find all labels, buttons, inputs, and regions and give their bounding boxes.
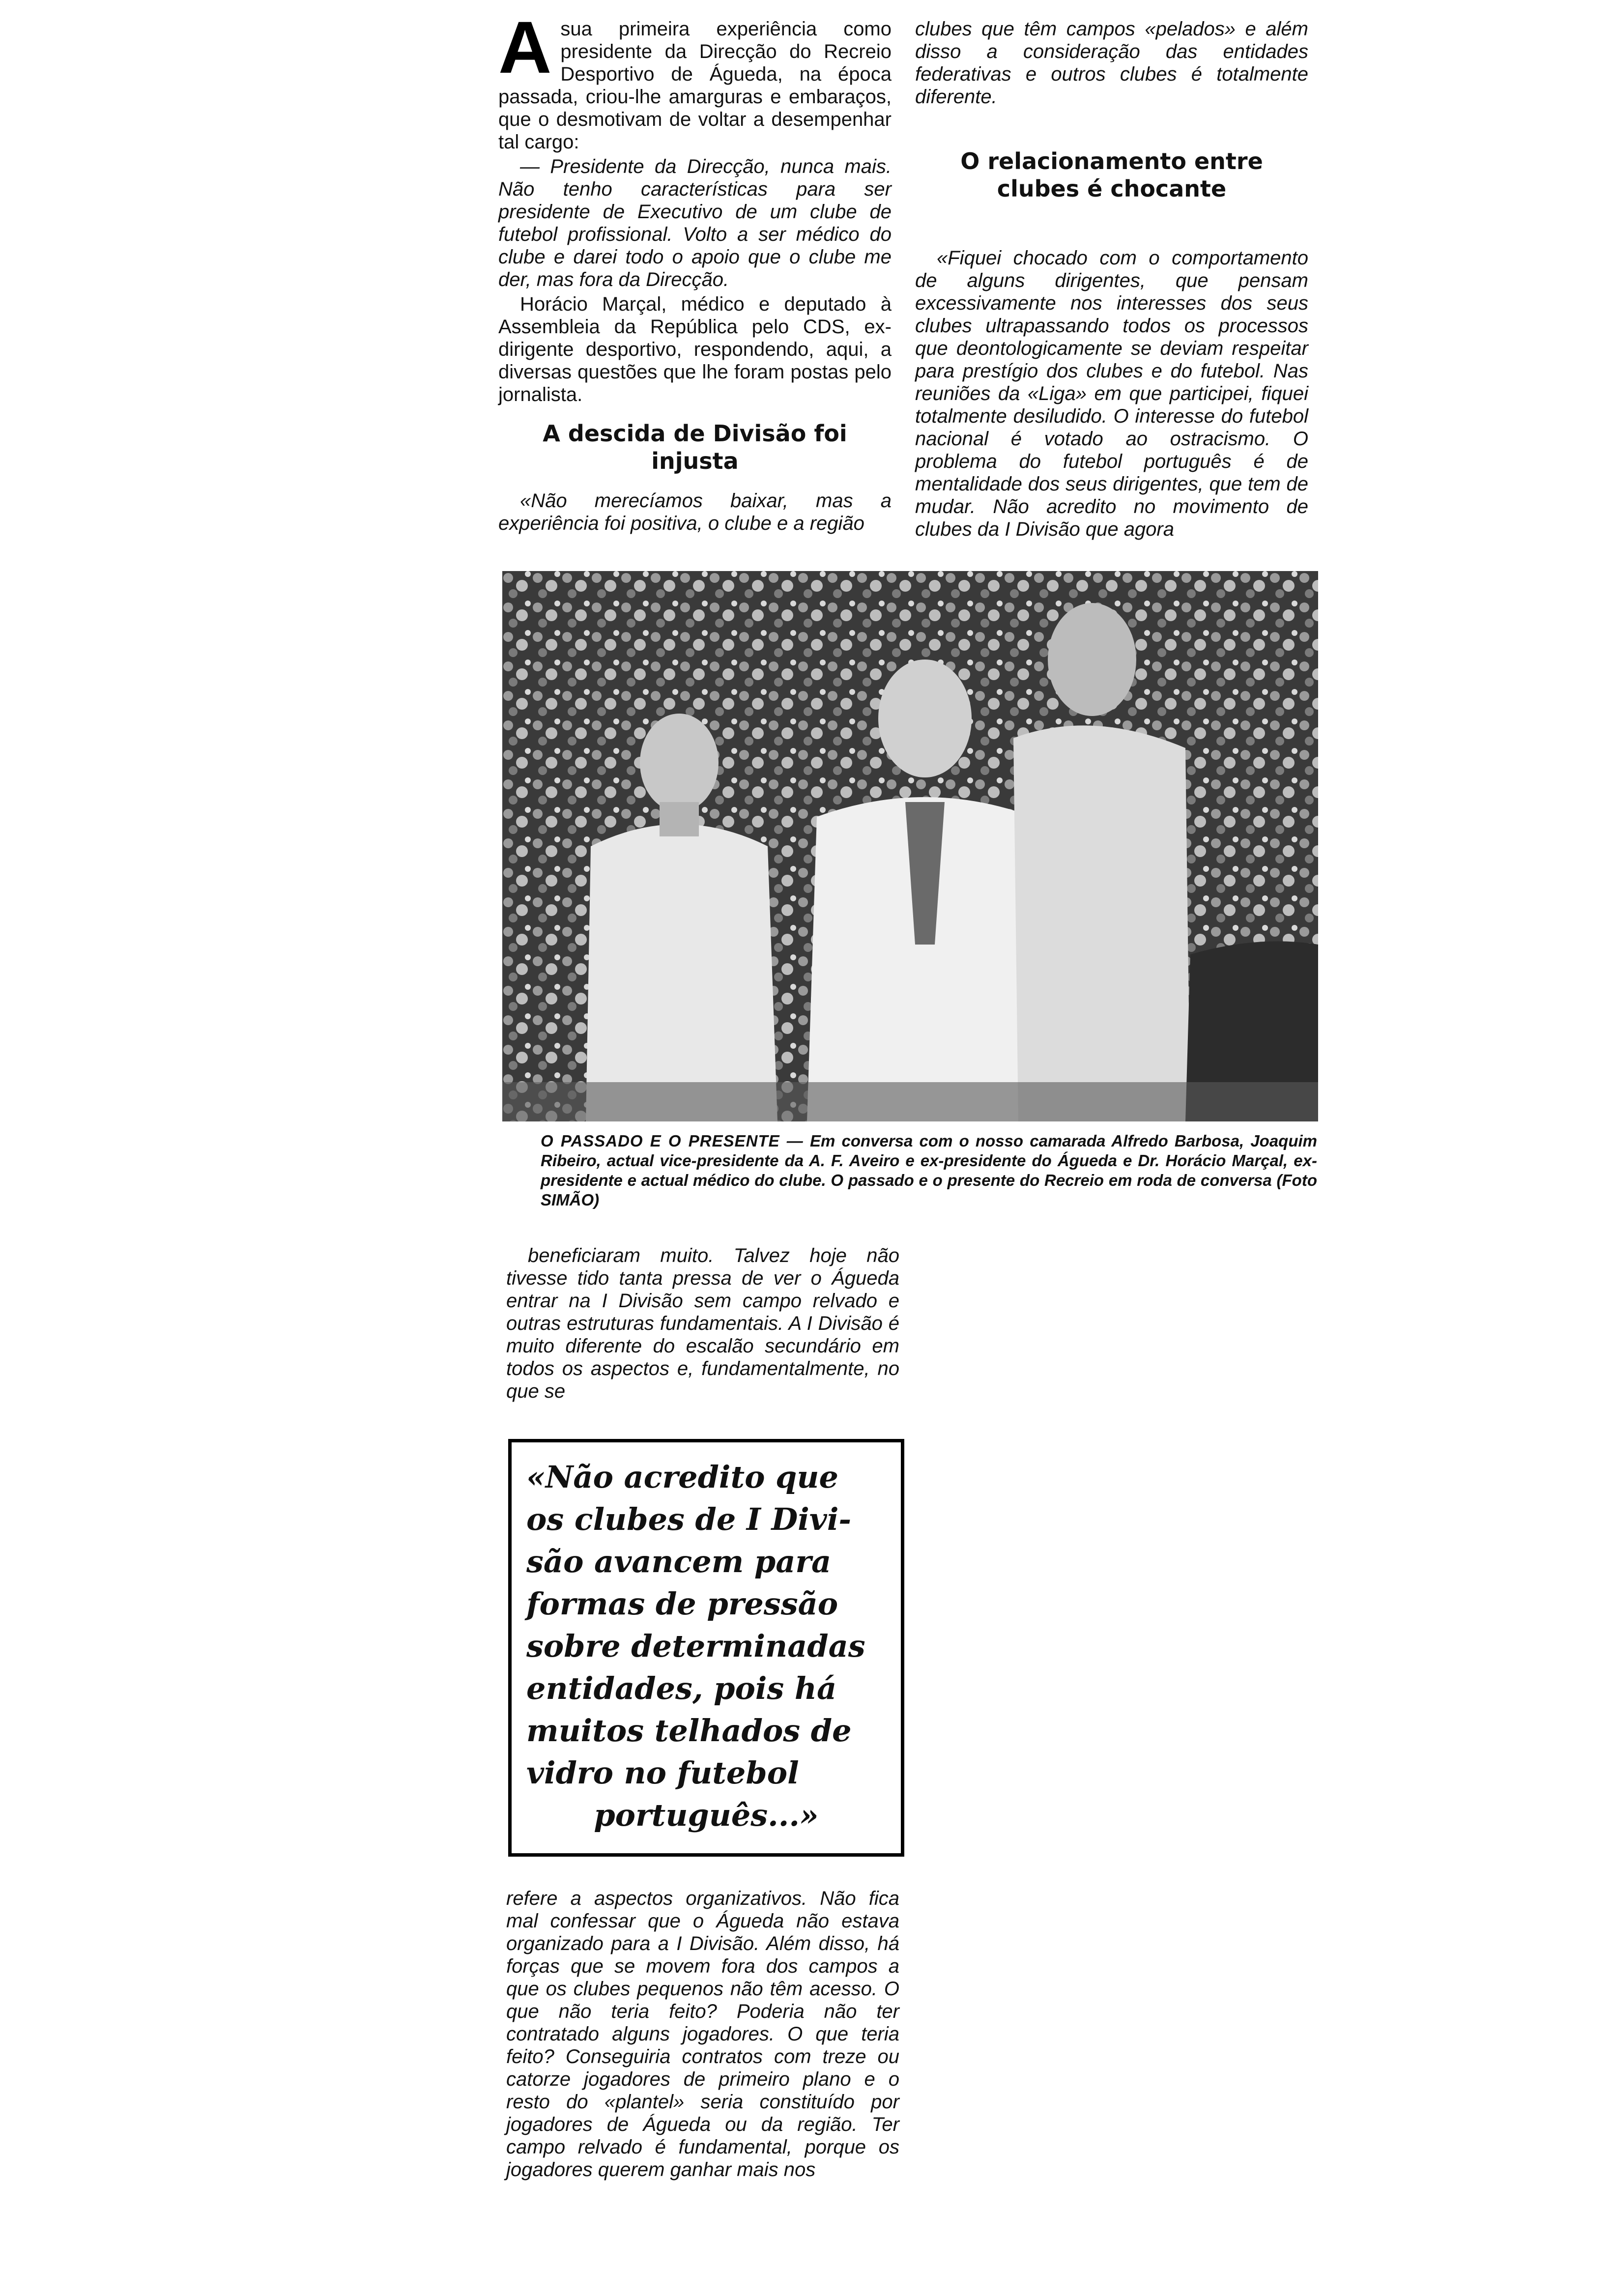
pull-quote-line: entidades, pois há — [526, 1670, 837, 1706]
subheading-relacionamento: O relacionamento entre clubes é chocante — [960, 148, 1263, 202]
intro-text: sua primeira experiência como presidente da Direcção do Recreio Desportivo de Águeda, na época passada, criou-lhe amarguras e embaraços, que o desmotivam de voltar a desempenhar tal cargo: — [498, 18, 892, 153]
after-photo-paragraph: beneficiaram muito. Talvez hoje não tivesse tido tanta pressa de ver o Águeda entrar na I Divisão sem campo relvado e outras estruturas fundamentais. A I Divisão é muito diferente do escalão secundário em todos os aspectos e, fundamentalmente, no que se — [506, 1245, 899, 1402]
relacionamento-paragraph: «Fiquei chocado com o comportamento de alguns dirigentes, que pensam excessivamente nos interesses dos seus clubes ultrapassando todos os processos que deontologicamente se deviam respeitar para prestígio dos clubes e do futebol. Nas reuniões da «Liga» em que participei, fiquei totalmente desiludido. O interesse do futebol nacional é votado ao ostracismo. O problema do futebol português é de mentalidade dos seus dirigentes, que tem de mudar. Não acredito no movimento de clubes da I Divisão que agora — [915, 247, 1308, 540]
pull-quote-line: sobre determinadas — [526, 1628, 865, 1664]
bio-paragraph: Horácio Marçal, médico e deputado à Assembleia da República pelo CDS, ex-dirigente desportivo, respondendo, aqui, a diversas questões que lhe foram postas pelo jornalista. — [498, 293, 892, 405]
column-left-middle — [506, 1244, 899, 1405]
col2-top-paragraph: clubes que têm campos «pelados» e além disso a consideração das entidades federativas e outros clubes é totalmente diferente. — [915, 18, 1308, 108]
pull-quote-line: são avancem para — [526, 1544, 832, 1579]
pull-quote-line: português...» — [594, 1797, 819, 1833]
news-photo — [502, 571, 1318, 1121]
quote-paragraph: — Presidente da Direcção, nunca mais. Não tenho características para ser presidente de Executivo de um clube de futebol profissional. Volto a ser médico do clube e darei todo o apoio que o clube me der, mas fora da Direcção. — [498, 156, 892, 290]
intro-paragraph — [498, 6, 892, 153]
pull-quote-line: «Não acredito que — [526, 1459, 838, 1495]
column-left-top — [498, 6, 892, 537]
caption-lead: O PASSADO E O PRESENTE — — [541, 1132, 804, 1150]
column-right-top — [915, 18, 1308, 543]
subheading-descida: A descida de Divisão foi injusta — [543, 420, 847, 474]
column-left-bottom — [506, 1887, 899, 2183]
pull-quote-box — [508, 1439, 904, 1857]
pull-quote-line: formas de pressão — [526, 1586, 838, 1622]
drop-cap: A — [498, 6, 552, 88]
photo-illustration — [502, 571, 1318, 1121]
descida-paragraph: «Não merecíamos baixar, mas a experiência foi positiva, o clube e a região — [498, 490, 892, 534]
pull-quote-line: muitos telhados de — [526, 1713, 852, 1749]
caption-text: Em conversa com o nosso camarada Alfredo Barbosa, Joaquim Ribeiro, actual vice-presidente da A. F. Aveiro e ex-presidente do Águeda e Dr. Horácio Marçal, ex-presidente e actual médico do clube. O passado e o presente do Recreio em roda de conversa (Foto SIMÃO) — [541, 1132, 1318, 1209]
photo-caption — [541, 1131, 1317, 1210]
pull-quote-line: os clubes de I Divi- — [526, 1501, 852, 1537]
pull-quote-line: vidro no futebol — [526, 1755, 799, 1791]
after-quote-paragraph: refere a aspectos organizativos. Não fica mal confessar que o Águeda não estava organizado para a I Divisão. Além disso, há forças que se movem fora dos campos a que os clubes pequenos não têm acesso. O que não teria feito? Poderia não ter contratado alguns jogadores. O que teria feito? Conseguiria contratos com treze ou catorze jogadores de primeiro plano e o resto do «plantel» seria constituído por jogadores de Águeda ou da região. Ter campo relvado é fundamental, porque os jogadores querem ganhar mais nos — [506, 1888, 899, 2181]
